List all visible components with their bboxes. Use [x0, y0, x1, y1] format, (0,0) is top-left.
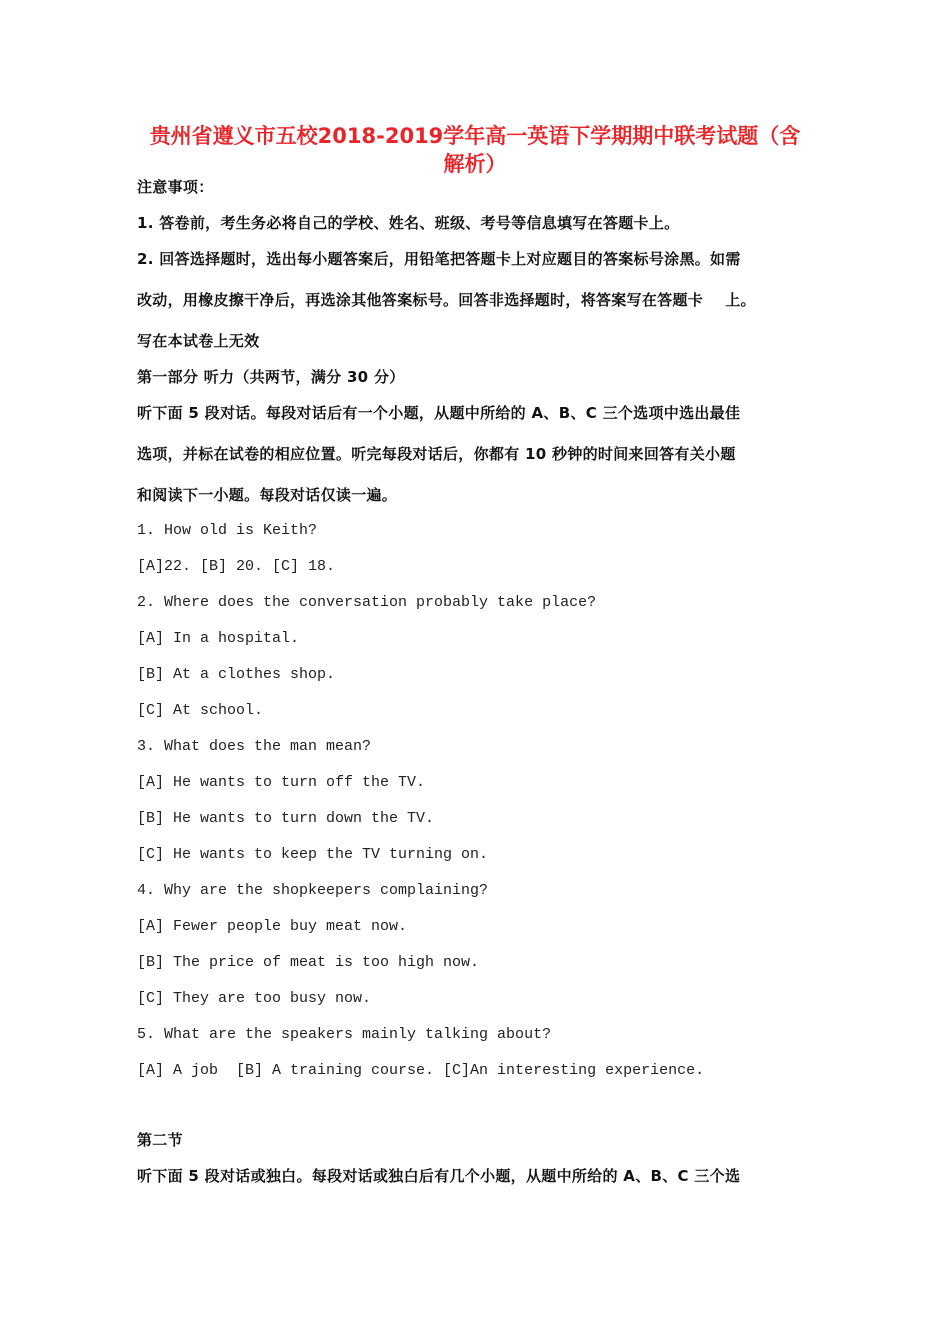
section2-heading: 第二节: [137, 1131, 183, 1149]
question-1: 1. How old is Keith?: [137, 522, 318, 539]
question-4-option-a: [A] Fewer people buy meat now.: [137, 918, 408, 935]
question-5-options: [A] A job [B] A training course. [C]An interesting experience.: [137, 1062, 705, 1079]
part1-instruction-line-2: 选项，并标在试卷的相应位置。听完每段对话后，你都有 10 秒钟的时间来回答有关小题: [137, 445, 736, 463]
document-title-line-2: 解析）: [443, 152, 507, 176]
section2-instruction-line-1: 听下面 5 段对话或独白。每段对话或独白后有几个小题，从题中所给的 A、B、C 三个选: [137, 1167, 741, 1185]
question-2: 2. Where does the conversation probably take place?: [137, 594, 597, 611]
question-2-option-b: [B] At a clothes shop.: [137, 666, 336, 683]
question-1-options: [A]22. [B] 20. [C] 18.: [137, 558, 336, 575]
question-4: 4. Why are the shopkeepers complaining?: [137, 882, 489, 899]
question-5: 5. What are the speakers mainly talking about?: [137, 1026, 552, 1043]
question-3: 3. What does the man mean?: [137, 738, 372, 755]
notice-item-2-line-1: 2. 回答选择题时，选出每小题答案后，用铅笔把答题卡上对应题目的答案标号涂黑。如需: [137, 250, 741, 268]
question-2-option-c: [C] At school.: [137, 702, 264, 719]
question-4-option-c: [C] They are too busy now.: [137, 990, 372, 1007]
notice-item-2-line-2: 改动，用橡皮擦干净后，再选涂其他答案标号。回答非选择题时，将答案写在答题卡 上。: [137, 291, 756, 309]
notice-item-2-line-3: 写在本试卷上无效: [137, 332, 260, 350]
part1-heading: 第一部分 听力（共两节，满分 30 分）: [137, 368, 405, 386]
part1-instruction-line-3: 和阅读下一小题。每段对话仅读一遍。: [137, 486, 398, 504]
notice-item-1: 1. 答卷前，考生务必将自己的学校、姓名、班级、考号等信息填写在答题卡上。: [137, 214, 680, 232]
question-3-option-c: [C] He wants to keep the TV turning on.: [137, 846, 489, 863]
part1-instruction-line-1: 听下面 5 段对话。每段对话后有一个小题，从题中所给的 A、B、C 三个选项中选出最佳: [137, 404, 741, 422]
notice-heading: 注意事项：: [137, 178, 214, 196]
question-2-option-a: [A] In a hospital.: [137, 630, 300, 647]
document-title-line-1: 贵州省遵义市五校2018-2019学年高一英语下学期期中联考试题（含: [149, 124, 801, 148]
question-3-option-a: [A] He wants to turn off the TV.: [137, 774, 426, 791]
question-3-option-b: [B] He wants to turn down the TV.: [137, 810, 435, 827]
question-4-option-b: [B] The price of meat is too high now.: [137, 954, 480, 971]
